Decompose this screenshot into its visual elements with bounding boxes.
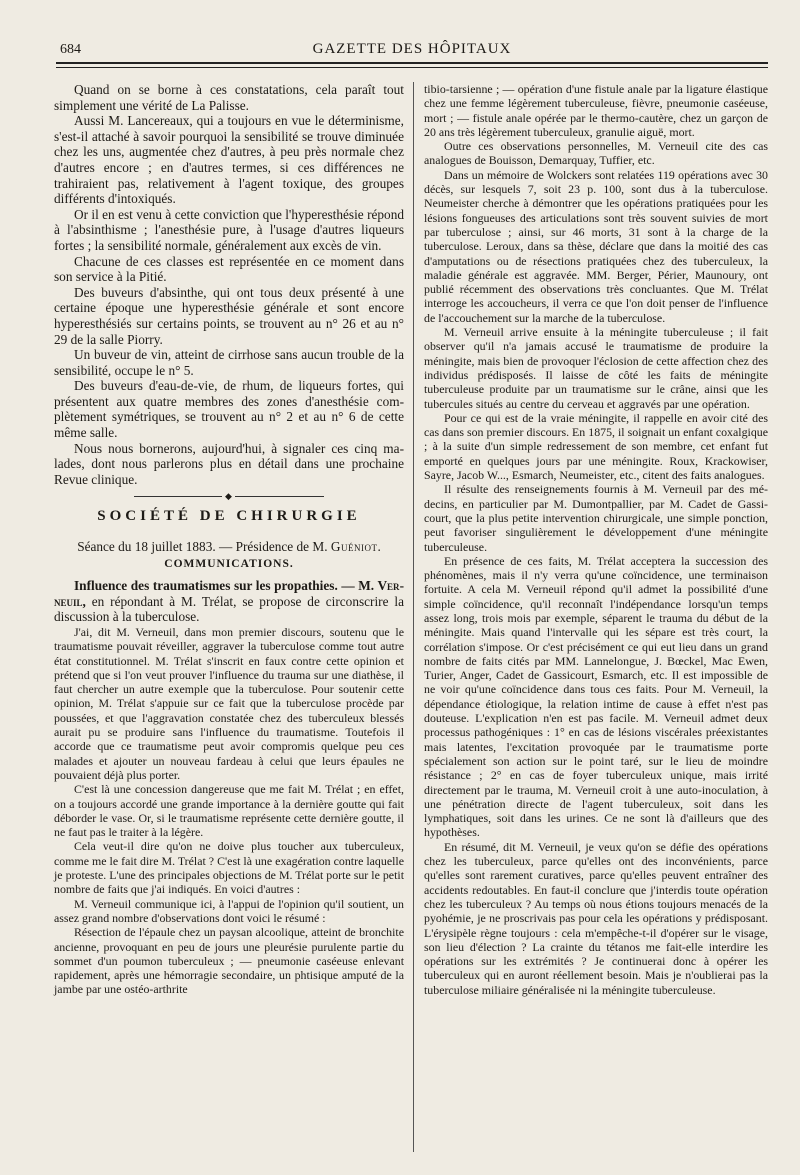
communication-author: — M. Verneuil, — [54, 578, 404, 609]
paragraph: En résumé, dit M. Verneuil, je veux qu'on se défie des opérations chez les tuberculeux, parce qu'elles ont des inconvénients, parce qu'elles sont rarement curatives, parce qu'elles peuvent entraîner des accidents redoutables. En faut-il conclure que j'interdis toute opération chez les tuberculeux ? Au temps où nous étions toujours menacés de la pyohémie, je ne proscrivais pas pour cela les opérations y prédisposant. L'érysipèle règne toujours : cela m'empêche-t-il d'opérer sur le visage, son lieu d'élection ? La crainte du tétanos me fait-elle interdire les opérations sur les extrémités ? Je continuerai donc à opérer les tuberculeux qui en auront réellement besoin. Mais je n'oublierai pas la tuberculose miliaire généralisée ni la méningite tuberculeuse. — [424, 839, 768, 997]
paragraph: Chacune de ces classes est représentée en ce moment dans son service à la Pitié. — [54, 253, 404, 285]
paragraph: Outre ces observations personnelles, M. Verneuil cite des cas analogues de Bouisson, Demarquay, Tuffier, etc. — [424, 139, 768, 168]
paragraph: C'est là une concession dangereuse que me fait M. Trélat ; en effet, on a toujours accordé une grande importance à la dernière goutte qui fait déborder le vase. Or, si le traumatisme représente cette dernière goutte, il ne faut pas le traiter à la légère. — [54, 782, 404, 840]
page-header — [56, 38, 768, 60]
header-rule-thin — [56, 67, 768, 68]
communication-heading: Influence des traumatismes sur les propathies. — [74, 578, 338, 594]
header-rule-thick — [56, 62, 768, 64]
paragraph: Un buveur de vin, atteint de cirrhose sans aucun trouble de la sensibilité, occupe le n° 5. — [54, 347, 404, 378]
paragraph: Des buveurs d'eau-de-vie, de rhum, de liqueurs fortes, qui présentent aux quatre membres des zones d'anesthésie complètement symétriques, se trouvent au n° 2 et au n° 6 de cette même salle. — [54, 378, 404, 441]
paragraph: M. Verneuil communique ici, à l'appui de l'opinion qu'il soutient, un assez grand nombre d'observations dont voici le résumé : — [54, 896, 404, 925]
section-title: SOCIÉTÉ DE CHIRURGIE — [97, 508, 361, 525]
page-number: 684 — [60, 42, 81, 57]
first-communication-paragraph — [54, 578, 404, 625]
paragraph: Il résulte des renseignements fournis à M. Verneuil par des médecins, en particulier par M. Dumontpallier, par M. Cadet de Gassicourt, que la plus petite intervention chirurgicale, une simple ponction, peut favoriser singulièrement le développement d'une méningite tuberculeuse. — [424, 482, 768, 554]
section-divider — [134, 496, 324, 497]
column-separator — [413, 82, 414, 1152]
paragraph: Pour ce qui est de la vraie méningite, il rappelle en avoir cité des cas dans son premier discours. En 1875, il soignait un enfant coxalgique ; à la suite d'un simple redressement de son membre, cet enfant fut emporté en quelques jours par une méningite. Roux, Krackowiser, Sayre, Jacob W..., Esmarch, Neumeister, etc., citent des faits analogues. — [424, 410, 768, 483]
paragraph: Résection de l'épaule chez un paysan alcoolique, atteint de bronchite ancienne, provoquant en peu de jours une pleurésie purulente partie du sommet d'un poumon tuberculeux ; — pneumonie caséeuse enlevant rapidement, après une hémorragie secondaire, un phtisique amputé de la jambe par une ostéo-arthrite — [54, 925, 404, 997]
paragraph: Or il en est venu à cette conviction que l'hyperesthésie répond à l'absinthisme ; l'anesthésie pure, à l'usage d'autres liqueurs fortes ; la sensibilité normale, généralement aux excès de vin. — [54, 206, 404, 253]
session-line — [54, 539, 404, 555]
paragraph: Aussi M. Lancereaux, qui a toujours en vue le déterminisme, s'est-il attaché à savoir pourquoi la sensibilité se trouve diminuée chez les uns, augmentée chez d'autres, à peu près normale chez d'autres encore ; en d'autres termes, si ces différences ne trahiraient pas, relativement à l'agent toxique, des groupes différents d'intoxiqués. — [54, 113, 404, 207]
paragraph: J'ai, dit M. Verneuil, dans mon premier discours, soutenu que le traumatisme pouvait réveiller, aggraver la tuberculose comme tout autre état constitutionnel. M. Trélat s'inscrit en faux contre cette opinion et prétend que si l'on veut prouver l'influence du trauma sur une diathèse, il faut chercher un autre exemple que la tuberculose. Pour soutenir cette opinion, M. Trélat s'appuie sur ce fait que la tuberculose procède par poussées, et que l'aggravation constatée chez des tuberculeux blessés aurait pu se produire sans l'influence du traumatisme. Toutefois il accorde que ce traumatisme peut avoir compromis quelque peu ces malades et ajouter un nouveau fardeau à celui que leurs épaules ne pouvaient déjà plus porter. — [54, 625, 404, 782]
paragraph: Des buveurs d'absinthe, qui ont tous deux présenté à une certaine époque une hyperesthésie générale et sont encore hyperesthésiés sur certains points, se trouvent au n° 26 et au n° 29 de la salle Piorry. — [54, 284, 404, 347]
paragraph: Quand on se borne à ces constatations, cela paraît tout simplement une vérité de La Palisse. — [54, 82, 404, 113]
paragraph: Cela veut-il dire qu'on ne doive plus toucher aux tuberculeux, comme me le fait dire M. Trélat ? C'est là une exagération contre laquelle je proteste. L'une des principales objections de M. Trélat porte sur le petit nombre de faits que j'ai indiqués. En voici d'autres : — [54, 839, 404, 897]
paragraph: En présence de ces faits, M. Trélat acceptera la succession des phénomènes, mais il n'y verra qu'une coïncidence, une terminaison fortuite. A cela M. Verneuil répond qu'il admet la possibilité d'une simple coïncidence, qu'il reconnaît l'indépendance lorsqu'un temps assez long, trois mois par exemple, séparent le trauma du début de la méningite. Mais quand l'intervalle qui les sépare est très court, la corrélation s'impose. Or c'est précisément ce qui eut lieu dans un grand nombre de faits cités par MM. Lannelongue, J. Bœckel, Mac Ewen, Turier, Anger, Cadet de Gassicourt, Esmarch, etc. Il est impossible de ne voir qu'une coïncidence dans tous ces faits. Pour M. Verneuil, la dépendance étiologique, la relation intime de cause à effet n'est pas douteuse. L'explication n'en est pas facile. M. Verneuil admet deux processus pathogéniques : 1° en cas de lésions viscérales préexistantes mais latentes, l'excitation provoquée par le traumatisme porte spécialement son action sur le point taré, sur le lieu de moindre résistance ; 2° en cas de foyer tuberculeux unique, mais irrité directement par le trauma, M. Verneuil croit à une auto-inoculation, à une pénétration directe de l'agent tuberculeux, soit dans les lymphatiques, soit dans les urines. Ce ne sont là d'ailleurs que des hypothèses. — [424, 553, 768, 840]
running-title: GAZETTE DES HÔPITAUX — [312, 40, 512, 57]
session-prefix: Séance du 18 juillet 1883. — Présidence de M. — [77, 539, 331, 555]
paragraph: tibio-tarsienne ; — opération d'une fistule anale par la ligature élastique chez une femme légèrement tuberculeuse, fièvre, pneumonie caséeuse, mort ; — fistule anale opérée par le thermo-cautère, chez un garçon de 20 ans très légèrement tuberculeux, granulie aiguë, mort. — [424, 82, 768, 139]
paragraph: Nous nous bornerons, aujourd'hui, à signaler ces cinq malades, dont nous parlerons plus en détail dans une prochaine Revue clinique. — [54, 440, 404, 487]
communications-heading: COMMUNICATIONS. — [164, 557, 294, 570]
paragraph: M. Verneuil arrive ensuite à la méningite tuberculeuse ; il fait observer qu'il n'a jamais accusé le traumatisme de produire la méningite, mais bien de provoquer l'éclosion de cette affection chez des individus prédisposés. Il laisse de côté les faits de méningite tuberculeuse produite par un traumatisme sur le crâne, ainsi que les tubercules situés au centre du cerveau et aggravés par une opération. — [424, 325, 768, 411]
session-president: Guéniot — [330, 539, 378, 555]
left-column — [54, 82, 404, 997]
right-column — [424, 82, 768, 997]
paragraph: Dans un mémoire de Wolckers sont relatées 119 opérations avec 30 décès, sur lesquels 7, soit 23 p. 100, sont dus à la tuberculose. Neumeister cherche à démontrer que les opérations pratiquées pour les lésions fongueuses des articulations sont très souvent suivies de mort par tuberculose ; ainsi, sur 46 morts, 31 sont à la charge de la tuberculose. Leroux, dans sa thèse, déclare que dans la moitié des cas d'amputations ou de résections pratiquées chez des tuberculeux, la maladie générale est aggravée. MM. Berger, Périer, Maunoury, ont publié récemment des observations très concluantes. Que M. Trélat interroge les accoucheurs, il verra ce que l'on doit penser de l'influence de l'accouchement sur la marche de la tuberculose. — [424, 167, 768, 325]
session-suffix: . — [377, 539, 381, 555]
communication-text: en répondant à M. Trélat, se propose de circonscrire la discussion à la tuberculose. — [54, 593, 404, 625]
